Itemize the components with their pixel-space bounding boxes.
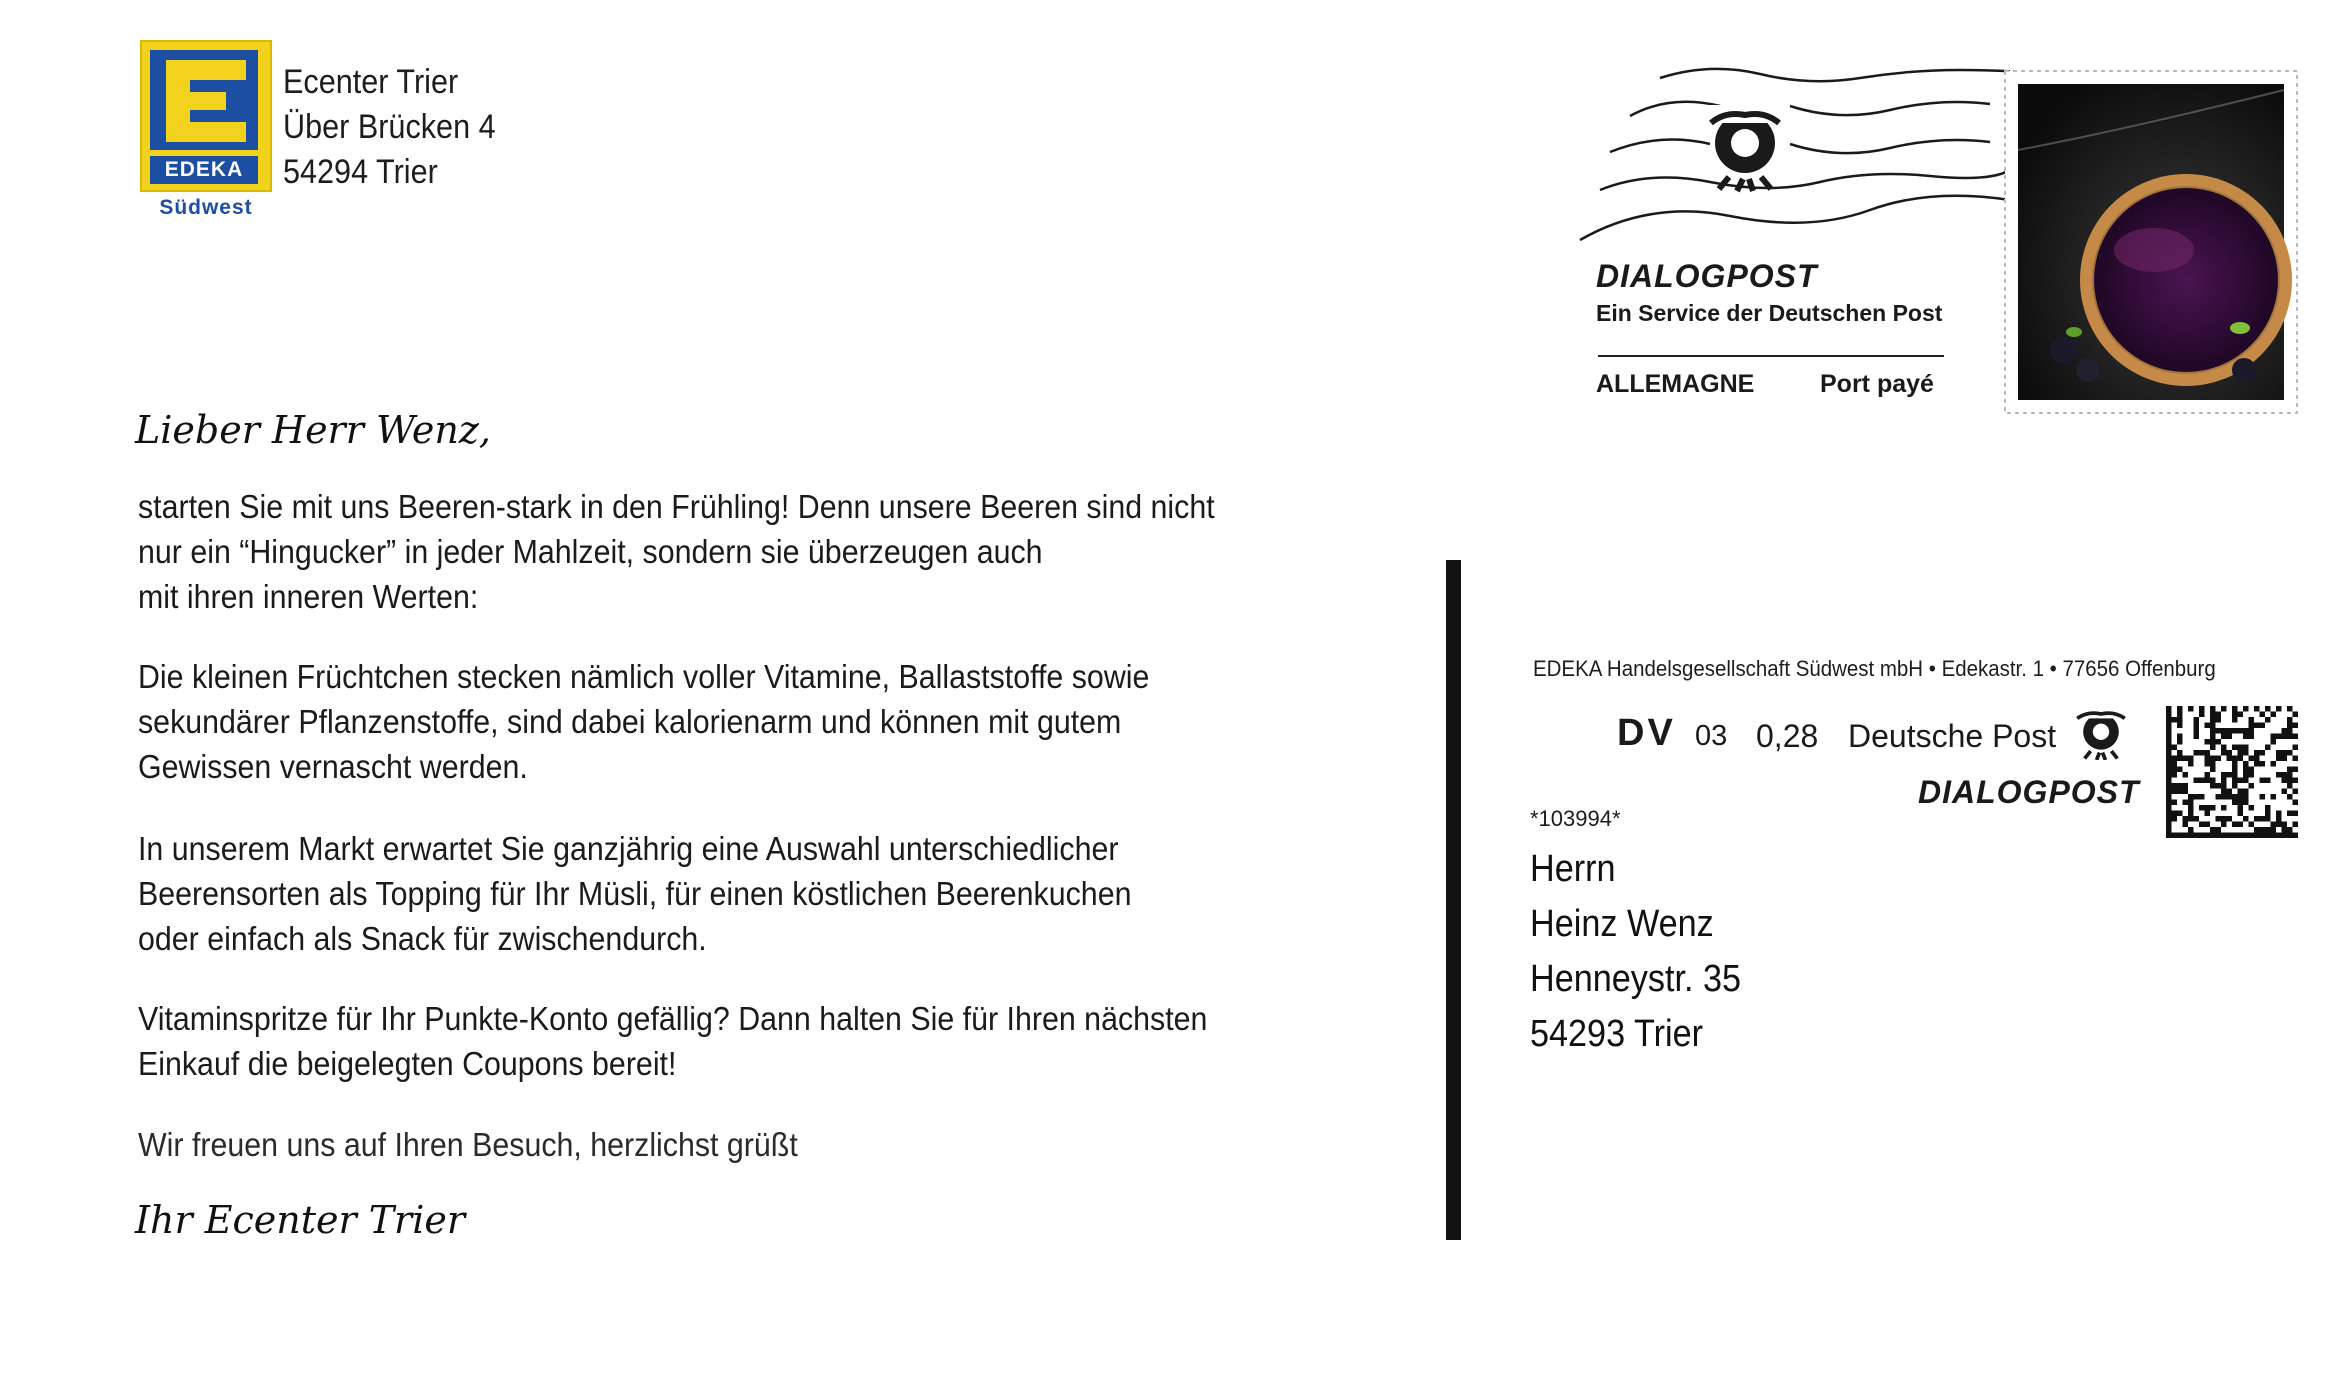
sender-line: Über Brücken 4 [283,108,496,146]
berry-tart-stamp-icon [2004,70,2298,414]
paragraph-line: Beerensorten als Topping für Ihr Müsli, für einen köstlichen Beerenkuchen [138,875,1132,912]
paragraph-line: In unserem Markt erwartet Sie ganzjährig eine Auswahl unterschiedlicher [138,830,1119,867]
paragraph [138,654,1149,789]
divider [1446,560,1461,1240]
paragraph-line: sekundärer Pflanzenstoffe, sind dabei kalorienarm und können mit gutem [138,703,1122,740]
edeka-logo [140,40,272,192]
paragraph [138,826,1131,961]
return-address: EDEKA Handelsgesellschaft Südwest mbH • Edekastr. 1 • 77656 Offenburg [1533,656,2216,681]
recipient-line: 54293 Trier [1530,1013,1704,1055]
recipient-line: Heinz Wenz [1530,903,1714,945]
recipient-line: Herrn [1530,848,1616,890]
postmark-subtitle: Ein Service der Deutschen Post [1596,300,1943,326]
logo-brand-text: EDEKA [150,156,258,184]
signature: Ihr Ecenter Trier [135,1198,466,1242]
paragraph-line: mit ihren inneren Werten: [138,578,479,615]
franking-product: DV [1617,712,1676,754]
datamatrix-code-icon [2166,706,2298,838]
paragraph-line: Einkauf die beigelegten Coupons bereit! [138,1045,677,1082]
paragraph-line: Die kleinen Früchtchen stecken nämlich voller Vitamine, Ballaststoffe sowie [138,658,1150,695]
paragraph [138,484,1215,619]
recipient-line: Henneystr. 35 [1530,958,1742,1000]
paragraph-line: Gewissen vernascht werden. [138,748,528,785]
postmark-title: DIALOGPOST [1596,258,1818,294]
customer-number: *103994* [1530,806,1621,831]
postmark-country: ALLEMAGNE [1596,370,1755,398]
post-horn-icon [2070,708,2132,760]
greeting: Lieber Herr Wenz, [135,408,491,452]
recipient-address [1530,842,1741,1062]
paragraph-line: starten Sie mit uns Beeren-stark in den Frühling! Denn unsere Beeren sind nicht [138,488,1215,525]
sender-line: 54294 Trier [283,153,438,191]
postmark-waves-icon [1570,60,2010,260]
sender-line: Ecenter Trier [283,63,459,101]
paragraph-line: Vitaminspritze für Ihr Punkte-Konto gefällig? Dann halten Sie für Ihren nächsten [138,1000,1208,1037]
logo-region-text: Südwest [159,196,253,219]
franking-code: 03 [1695,720,1728,752]
postmark-postage: Port payé [1820,370,1934,398]
franking-carrier: Deutsche Post [1848,718,2057,754]
closing-line: Wir freuen uns auf Ihren Besuch, herzlichst grüßt [138,1126,798,1163]
franking-price: 0,28 [1756,718,1819,754]
sender-address [283,60,496,195]
postmark-rule [1598,355,1944,357]
paragraph [138,996,1207,1086]
paragraph-line: nur ein “Hingucker” in jeder Mahlzeit, sondern sie überzeugen auch [138,533,1043,570]
franking-service: DIALOGPOST [1918,774,2140,810]
paragraph-line: oder einfach als Snack für zwischendurch. [138,920,707,957]
